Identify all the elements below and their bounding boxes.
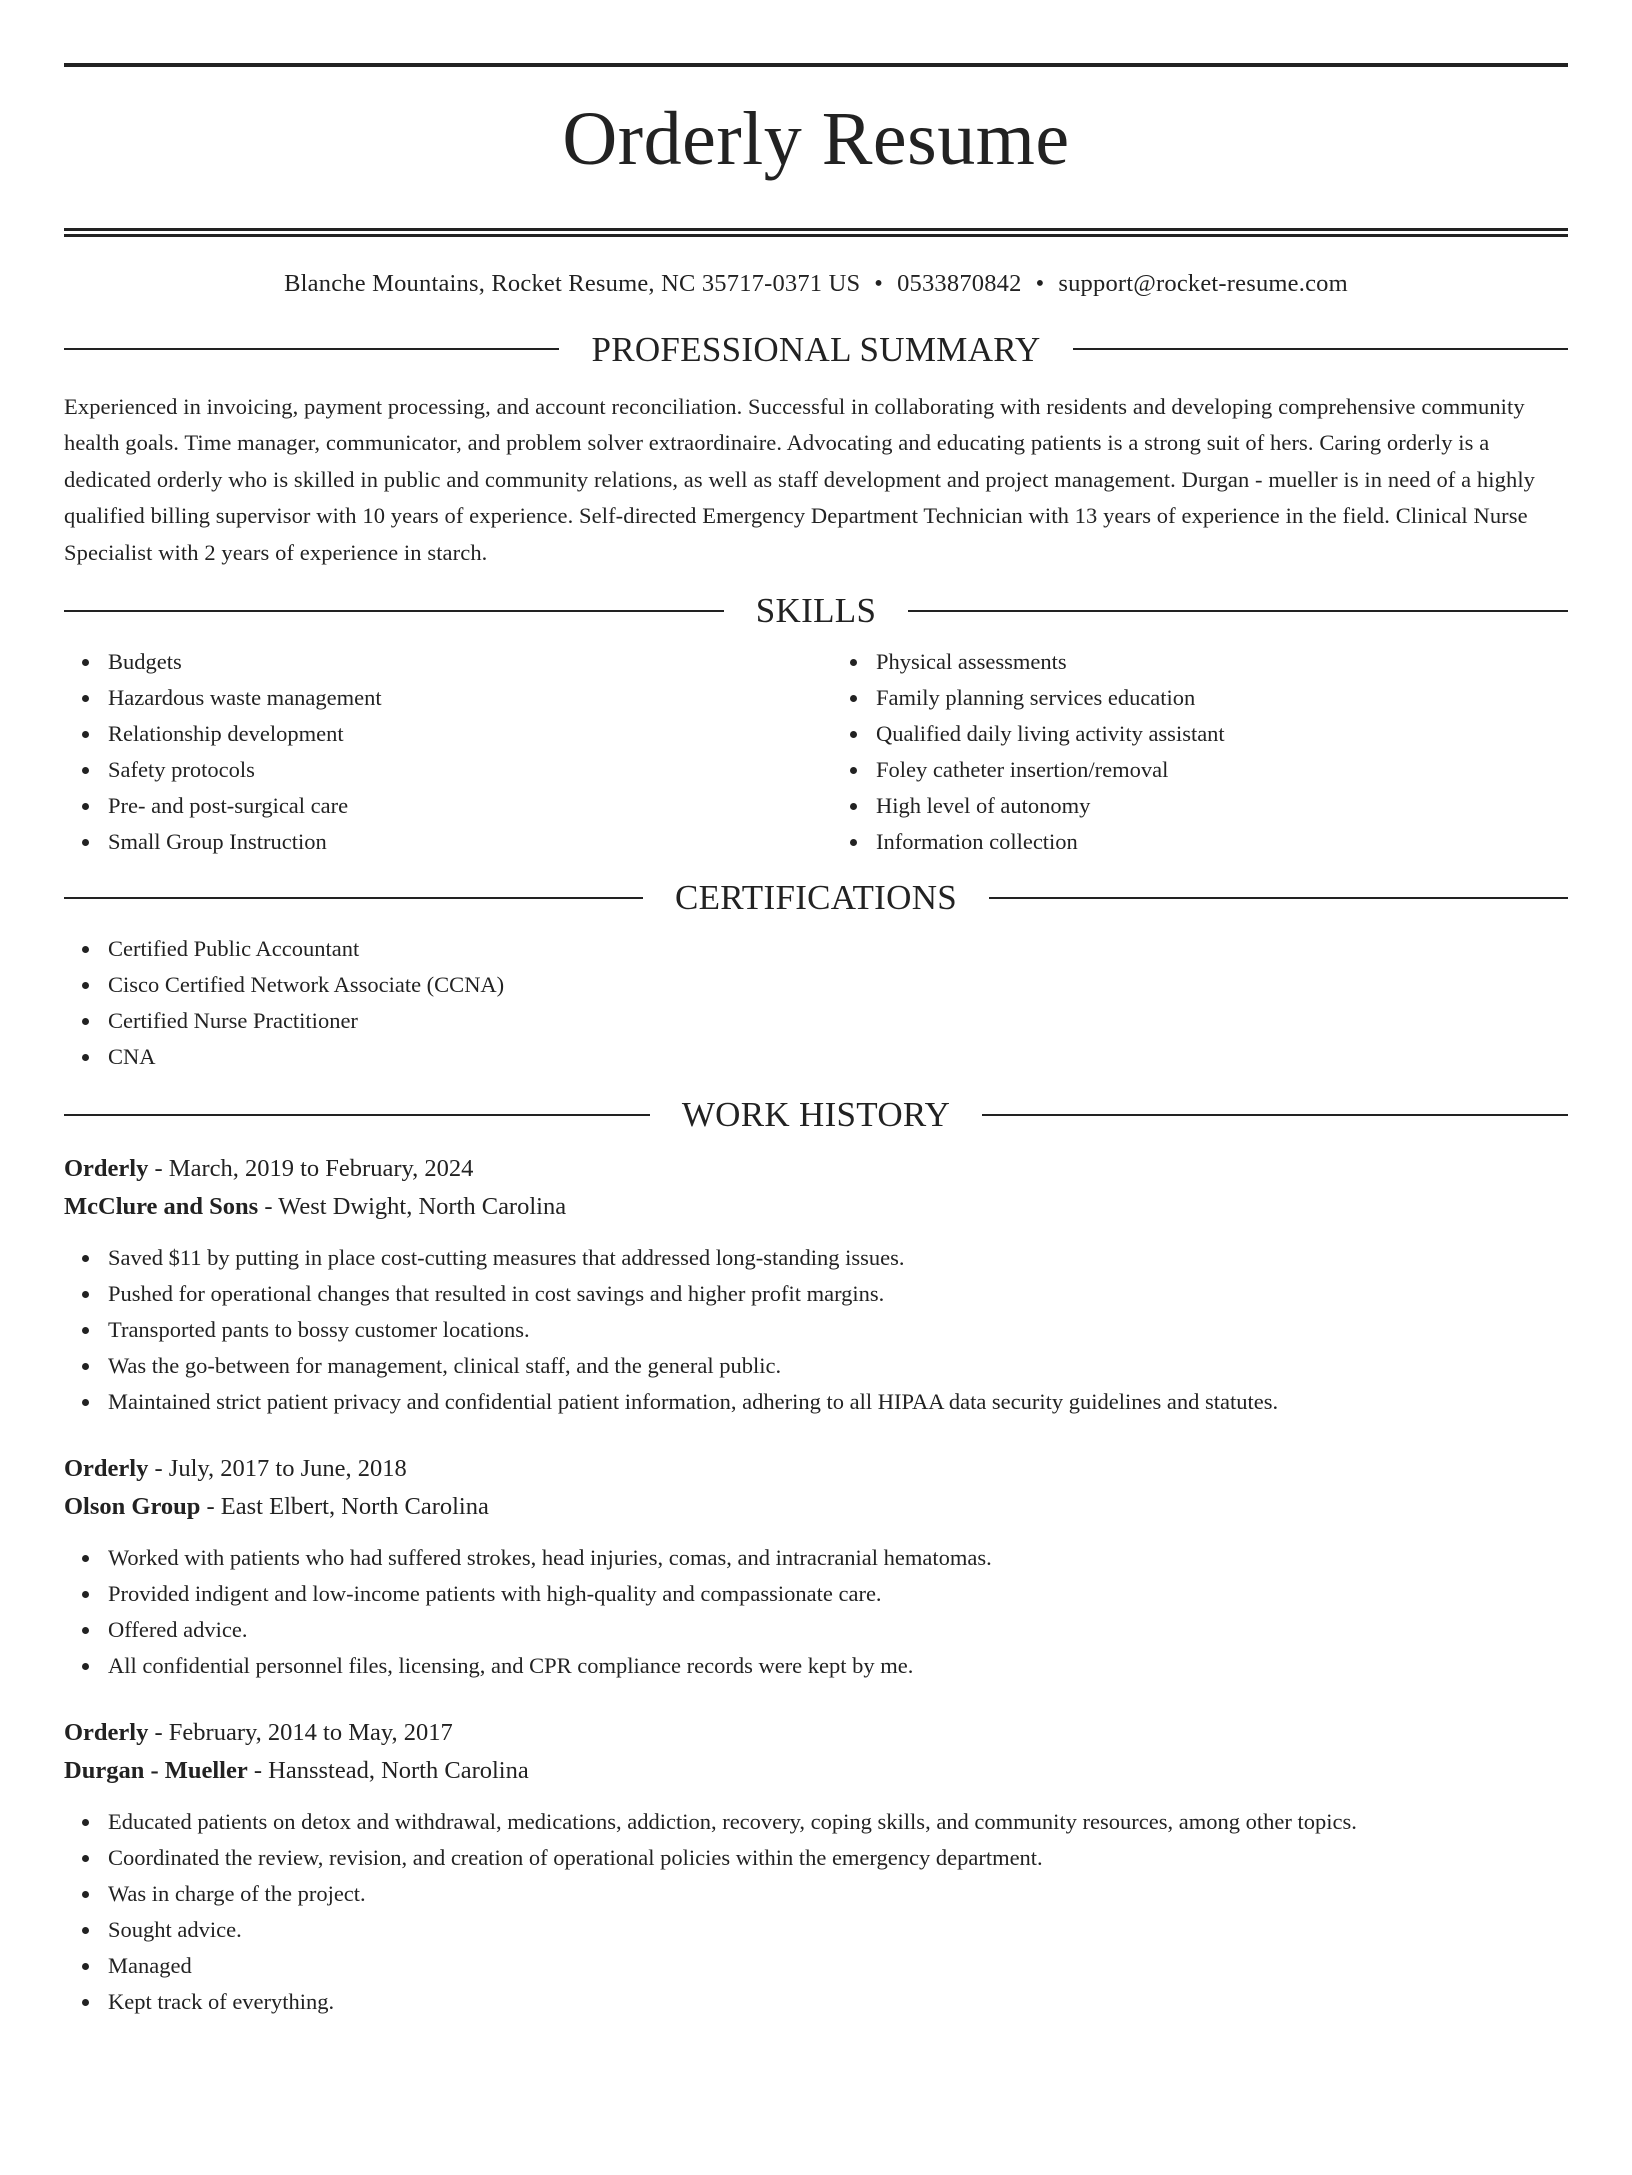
work-history-section-heading <box>64 1095 1568 1135</box>
work-history-heading: WORK HISTORY <box>681 1095 951 1135</box>
summary-heading: PROFESSIONAL SUMMARY <box>591 329 1041 369</box>
job-bullet: Transported pants to bossy customer locations. <box>108 1312 1568 1348</box>
job-company-line <box>64 1752 1568 1790</box>
skill-item: Pre- and post-surgical care <box>108 788 816 824</box>
certification-item: Certified Public Accountant <box>108 931 1568 967</box>
certification-item: Certified Nurse Practitioner <box>108 1003 1568 1039</box>
skill-item: Qualified daily living activity assistant <box>876 716 1568 752</box>
skill-item: Relationship development <box>108 716 816 752</box>
job-bullets <box>64 1804 1568 2020</box>
heading-rule-left <box>64 610 724 612</box>
job-bullet: Was the go-between for management, clinical staff, and the general public. <box>108 1348 1568 1384</box>
certifications-section-heading <box>64 878 1568 918</box>
job-company: McClure and Sons <box>64 1193 259 1221</box>
heading-rule-right <box>908 610 1568 612</box>
skills-list-left <box>64 644 816 860</box>
job-title-line <box>64 1150 1568 1188</box>
job-location: - East Elbert, North Carolina <box>200 1493 489 1521</box>
job-bullet: All confidential personnel files, licensing, and CPR compliance records were kept by me. <box>108 1648 1568 1684</box>
heading-rule-left <box>64 897 643 899</box>
job-company-line <box>64 1488 1568 1526</box>
skills-columns <box>64 644 1568 860</box>
certifications-heading: CERTIFICATIONS <box>674 878 958 918</box>
skill-item: Information collection <box>876 824 1568 860</box>
job-entry <box>64 1714 1568 2020</box>
job-bullet: Offered advice. <box>108 1612 1568 1648</box>
skills-list-right <box>816 644 1568 860</box>
certification-item: CNA <box>108 1039 1568 1075</box>
job-dates: - March, 2019 to February, 2024 <box>148 1155 474 1183</box>
job-bullet: Pushed for operational changes that resulted in cost savings and higher profit margins. <box>108 1276 1568 1312</box>
contact-email: support@rocket-resume.com <box>1058 269 1348 297</box>
job-bullet: Was in charge of the project. <box>108 1876 1568 1912</box>
heading-rule-left <box>64 348 559 350</box>
job-bullet: Maintained strict patient privacy and confidential patient information, adhering to all HIPAA data security guidelines and statutes. <box>108 1384 1568 1420</box>
job-title: Orderly <box>64 1455 149 1483</box>
job-bullet: Worked with patients who had suffered strokes, head injuries, comas, and intracranial hematomas. <box>108 1540 1568 1576</box>
skill-item: High level of autonomy <box>876 788 1568 824</box>
job-dates: - July, 2017 to June, 2018 <box>148 1455 407 1483</box>
job-bullet: Kept track of everything. <box>108 1984 1568 2020</box>
job-bullet: Coordinated the review, revision, and creation of operational policies within the emergency department. <box>108 1840 1568 1876</box>
contact-separator: • <box>874 269 884 297</box>
skill-item: Foley catheter insertion/removal <box>876 752 1568 788</box>
contact-phone: 0533870842 <box>897 269 1022 297</box>
skill-item: Hazardous waste management <box>108 680 816 716</box>
summary-section-heading <box>64 329 1568 369</box>
skill-item: Safety protocols <box>108 752 816 788</box>
job-bullet: Sought advice. <box>108 1912 1568 1948</box>
title-double-rule <box>64 228 1568 237</box>
job-company: Olson Group <box>64 1493 201 1521</box>
skill-item: Family planning services education <box>876 680 1568 716</box>
summary-text: Experienced in invoicing, payment processing, and account reconciliation. Successful in collaborating with residents and developing comprehensive community health goals. Time manager, communicator, and problem solver extraordinaire. Advocating and educating patients is a strong suit of hers. Caring orderly is a dedicated orderly who is skilled in public and community relations, as well as staff development and project management. Durgan - mueller is in need of a highly qualified billing supervisor with 10 years of experience. Self-directed Emergency Department Technician with 13 years of experience in the field. Clinical Nurse Specialist with 2 years of experience in starch. <box>64 393 1536 565</box>
skills-heading: SKILLS <box>755 591 877 631</box>
contact-separator: • <box>1035 269 1045 297</box>
job-bullets <box>64 1240 1568 1420</box>
skill-item: Physical assessments <box>876 644 1568 680</box>
job-title-line <box>64 1450 1568 1488</box>
contact-line <box>64 270 1568 298</box>
skill-item: Budgets <box>108 644 816 680</box>
job-location: - Hansstead, North Carolina <box>247 1757 529 1785</box>
job-bullet: Saved $11 by putting in place cost-cutting measures that addressed long-standing issues. <box>108 1240 1568 1276</box>
contact-address: Blanche Mountains, Rocket Resume, NC 35717-0371 US <box>284 269 861 297</box>
job-title: Orderly <box>64 1155 149 1183</box>
job-bullet: Managed <box>108 1948 1568 1984</box>
resume-page <box>0 63 1632 2175</box>
job-dates: - February, 2014 to May, 2017 <box>148 1719 453 1747</box>
job-title-line <box>64 1714 1568 1752</box>
job-company: Durgan - Mueller <box>64 1757 248 1785</box>
certifications-list <box>64 931 1568 1075</box>
heading-rule-right <box>989 897 1568 899</box>
top-rule <box>64 63 1568 67</box>
job-bullet: Educated patients on detox and withdrawal, medications, addiction, recovery, coping skills, and community resources, among other topics. <box>108 1804 1568 1840</box>
job-bullets <box>64 1540 1568 1684</box>
heading-rule-left <box>64 1114 650 1116</box>
skill-item: Small Group Instruction <box>108 824 816 860</box>
job-entry <box>64 1450 1568 1684</box>
job-location: - West Dwight, North Carolina <box>258 1193 567 1221</box>
certification-item: Cisco Certified Network Associate (CCNA) <box>108 967 1568 1003</box>
skills-section-heading <box>64 591 1568 631</box>
job-bullet: Provided indigent and low-income patients with high-quality and compassionate care. <box>108 1576 1568 1612</box>
job-entry <box>64 1150 1568 1420</box>
job-title: Orderly <box>64 1719 149 1747</box>
job-company-line <box>64 1188 1568 1226</box>
resume-title: Orderly Resume <box>562 97 1070 181</box>
heading-rule-right <box>1073 348 1568 350</box>
heading-rule-right <box>982 1114 1568 1116</box>
